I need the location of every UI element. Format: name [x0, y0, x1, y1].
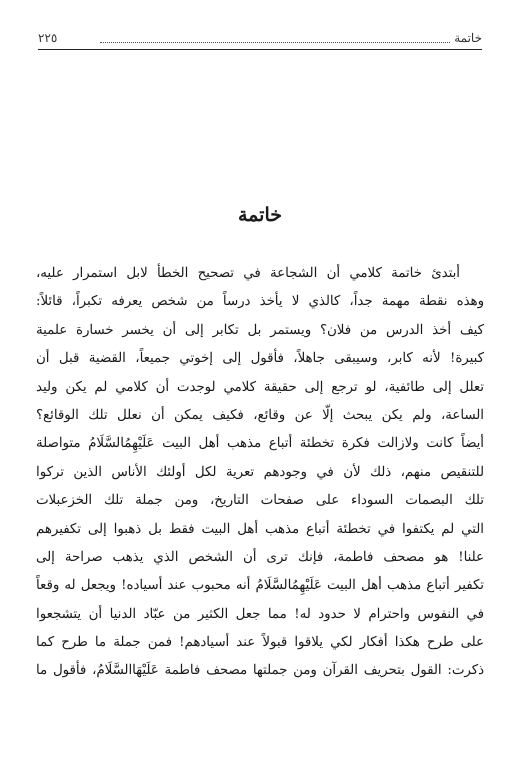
text-line: أبتدئ خاتمة كلامي أن الشجاعة في تصحيح الخطأ لابل استمرار عليه، — [36, 266, 460, 281]
text-line: على طرح هكذا أفكار لكي يلاقوا قبولاً عند أسيادهم! فمن جملة ما طرح كما — [36, 635, 484, 651]
dotted-leader — [100, 34, 450, 43]
running-header — [100, 31, 482, 45]
text-line: كبيرة! لأنه كابر، وسيبقى جاهلاً، فأقول إلى إخوتي جميعاً، القضية قبل أن — [36, 351, 484, 367]
text-line: كيف أخذ الدرس من فلان؟ ويستمر بل تكابر إلى أن يخسر خسارة علمية — [36, 322, 484, 338]
text-line: التي لم يكتفوا في تخطئة أتباع مذهب أهل البيت فقط بل ذهبوا إلى تكفيرهم — [36, 521, 484, 537]
text-line: في النفوس واحترام لا حدود له! مما جعل الكثير من عبّاد الدنيا أن يتشجعوا — [36, 606, 484, 622]
header-rule — [38, 49, 482, 50]
text-line: علنا! هو مصحف فاطمة، فإنك ترى أن الشخص الذي يذهب صراحة إلى — [36, 549, 484, 565]
text-line: الساعة، ولم يكن يبحث إلّا عن وقائع، فكيف يمكن أن نعلل تلك الوقائع؟ — [36, 407, 484, 423]
text-line: للتنقيص منهم، ذلك لأن في وجودهم تعرية لكل أولئك الأناس الذين تركوا — [36, 464, 484, 480]
body-paragraph — [36, 260, 484, 686]
text-line: وهذه نقطة مهمة جداً، كالذي لا يأخذ درساً من شخص يعرفه تكبراً، قائلاً: — [36, 294, 484, 310]
text-line: ذكرت: القول بتحريف القرآن ومن جملتها مصحف فاطمة عَلَيْهَاالسَّلَامُ، فأقول ما — [36, 663, 484, 679]
text-line: أيضاً كانت ولازالت فكرة تخطئة أتباع مذهب أهل البيت عَلَيْهِمُالسَّلَامُ متواصلة — [36, 436, 484, 452]
page-number: ٢٢٥ — [38, 31, 58, 45]
page-header — [38, 28, 482, 48]
text-line: تعلل إلى طائفية، لو ترجع إلى حقيقة كلامي لوجدت أن كلامي لم يكن وليد — [36, 379, 484, 395]
chapter-title: خاتمة — [238, 204, 282, 226]
text-line: تكفير أتباع مذهب أهل البيت عَلَيْهِمُالسَّلَامُ أنه محبوب عند أسياده! ويجعل له وقعاً — [36, 578, 484, 594]
text-line: تلك البصمات السوداء على صفحات التاريخ، ومن جملة تلك الخزعبلات — [36, 493, 484, 509]
running-title: خاتمة — [454, 31, 482, 45]
